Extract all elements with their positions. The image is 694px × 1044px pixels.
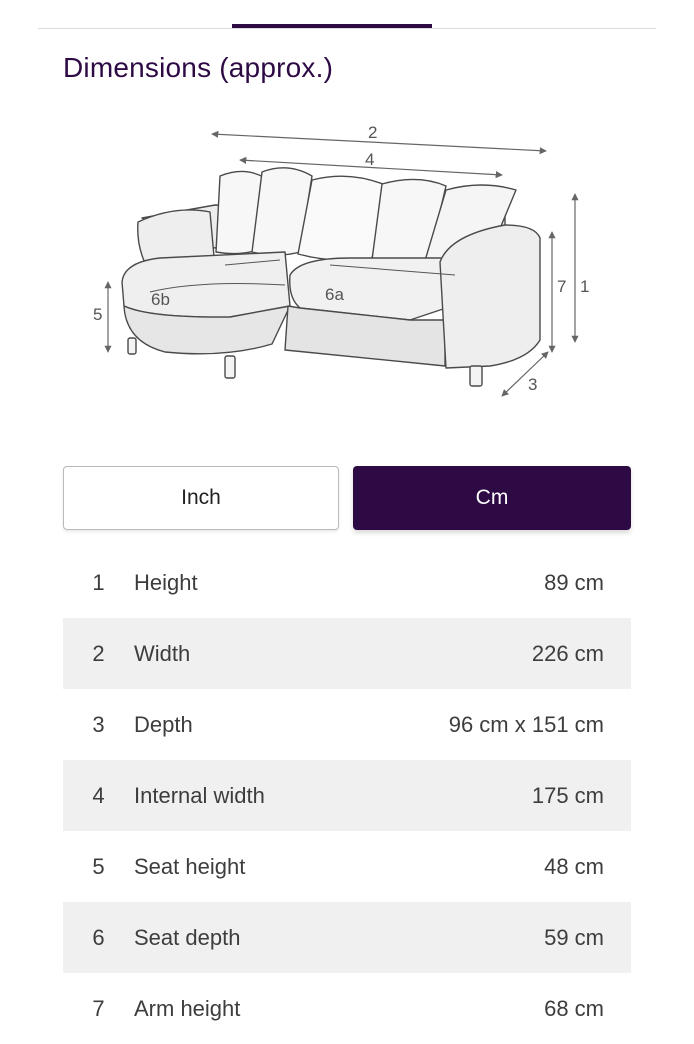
table-row-height <box>63 547 631 618</box>
row-value: 175 cm <box>531 782 604 808</box>
row-label: Seat depth <box>134 924 241 950</box>
row-number: 4 <box>92 782 105 808</box>
row-number: 2 <box>92 640 105 666</box>
diagram-label-height: 1 <box>580 277 590 296</box>
diagram-label-seat-depth-a: 6a <box>325 285 344 304</box>
inch-button[interactable]: Inch <box>63 466 339 530</box>
table-row-depth <box>63 689 631 760</box>
row-label: Arm height <box>134 995 241 1021</box>
active-tab-indicator <box>232 24 432 28</box>
diagram-label-width: 2 <box>368 123 378 142</box>
row-value: 226 cm <box>531 640 604 666</box>
dimensions-table <box>63 547 631 1044</box>
row-number: 6 <box>92 924 105 950</box>
table-row-seat-height <box>63 831 631 902</box>
unit-toggle <box>63 466 631 534</box>
sofa-dimension-diagram <box>90 112 610 412</box>
row-value: 59 cm <box>544 924 604 950</box>
row-label: Height <box>134 569 198 595</box>
diagram-label-internal-width: 4 <box>365 150 375 169</box>
row-value: 48 cm <box>544 853 604 879</box>
row-number: 5 <box>92 853 105 879</box>
row-value: 96 cm x 151 cm <box>448 711 604 737</box>
diagram-label-depth: 3 <box>528 375 538 394</box>
diagram-label-seat-depth-b: 6b <box>151 290 170 309</box>
row-label: Seat height <box>134 853 246 879</box>
table-row-width <box>63 618 631 689</box>
row-number: 1 <box>92 569 105 595</box>
diagram-label-seat-height: 5 <box>93 305 103 324</box>
cm-button[interactable]: Cm <box>353 466 631 530</box>
row-label: Depth <box>134 711 193 737</box>
table-row-internal-width <box>63 760 631 831</box>
row-number: 3 <box>92 711 105 737</box>
row-label: Width <box>134 640 191 666</box>
row-label: Internal width <box>134 782 265 808</box>
table-row-arm-height <box>63 973 631 1044</box>
diagram-label-arm-height: 7 <box>557 277 567 296</box>
row-value: 89 cm <box>544 569 604 595</box>
row-number: 7 <box>92 995 105 1021</box>
table-row-seat-depth <box>63 902 631 973</box>
row-value: 68 cm <box>544 995 604 1021</box>
page-title: Dimensions (approx.) <box>63 52 334 83</box>
tab-strip <box>38 0 656 29</box>
